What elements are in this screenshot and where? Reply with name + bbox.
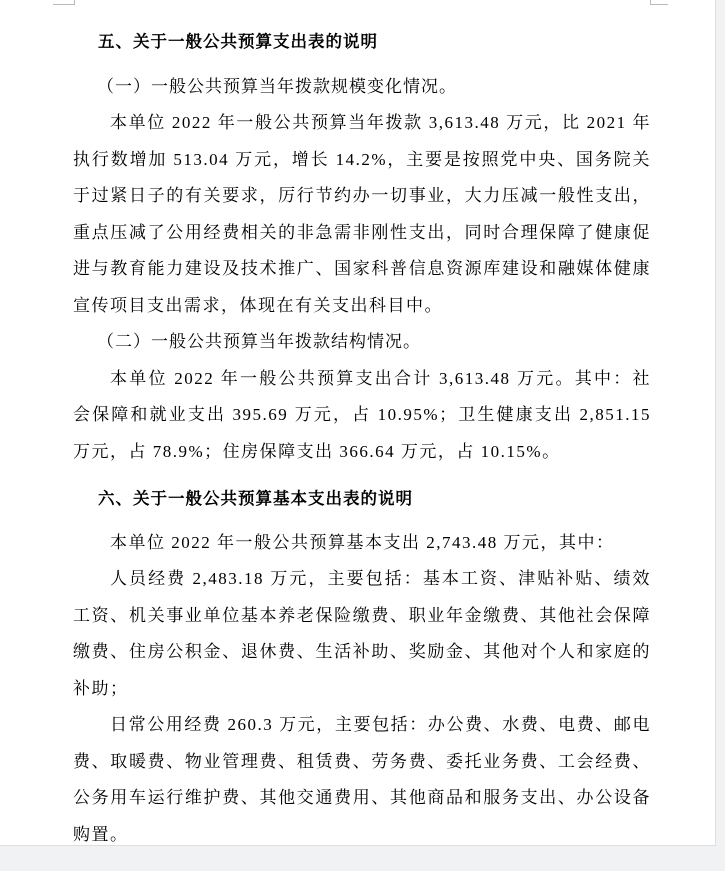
heading-section-6: 六、关于一般公共预算基本支出表的说明 bbox=[98, 490, 413, 508]
para-funding-structure: 本单位 2022 年一般公共预算支出合计 3,613.48 万元。其中：社会保障和就业支出 395.69 万元，占 10.95%；卫生健康支出 2,851.15 万元，占 78.9%；住房保障支出 366.64 万元，占 10.15%。 bbox=[73, 368, 651, 461]
subheading-funding-change: （一）一般公共预算当年拨款规模变化情况。 bbox=[97, 76, 457, 96]
para-funding-change: 本单位 2022 年一般公共预算当年拨款 3,613.48 万元，比 2021 年执行数增加 513.04 万元，增长 14.2%，主要是按照党中央、国务院关于过紧日子的有关要求，厉行节约办一切事业，大力压减一般性支出，重点压减了公用经费相关的非急需非刚性支出，同时合理保障了健康促进与教育能力建设及技术推广、国家科普信息资源库建设和融媒体健康宣传项目支出需求，体现在有关支出科目中。 bbox=[73, 113, 651, 315]
margin-crop-mark-right bbox=[650, 0, 668, 5]
document-text-area bbox=[73, 0, 651, 853]
heading-section-5: 五、关于一般公共预算支出表的说明 bbox=[98, 33, 378, 51]
subheading-funding-structure: （二）一般公共预算当年拨款结构情况。 bbox=[97, 332, 421, 351]
para-daily-public-expenses: 日常公用经费 260.3 万元，主要包括：办公费、水费、电费、邮电费、取暖费、物业管理费、租赁费、劳务费、委托业务费、工会经费、公务用车运行维护费、其他交通费用、其他商品和服务支出、办公设备购置。 bbox=[73, 715, 651, 844]
margin-crop-mark-left bbox=[53, 0, 75, 5]
para-basic-expenditure-total: 本单位 2022 年一般公共预算基本支出 2,743.48 万元，其中： bbox=[110, 532, 615, 552]
para-personnel-expenses: 人员经费 2,483.18 万元，主要包括：基本工资、津贴补贴、绩效工资、机关事业单位基本养老保险缴费、职业年金缴费、其他社会保障缴费、住房公积金、退休费、生活补助、奖励金、其他对个人和家庭的补助； bbox=[73, 569, 651, 698]
